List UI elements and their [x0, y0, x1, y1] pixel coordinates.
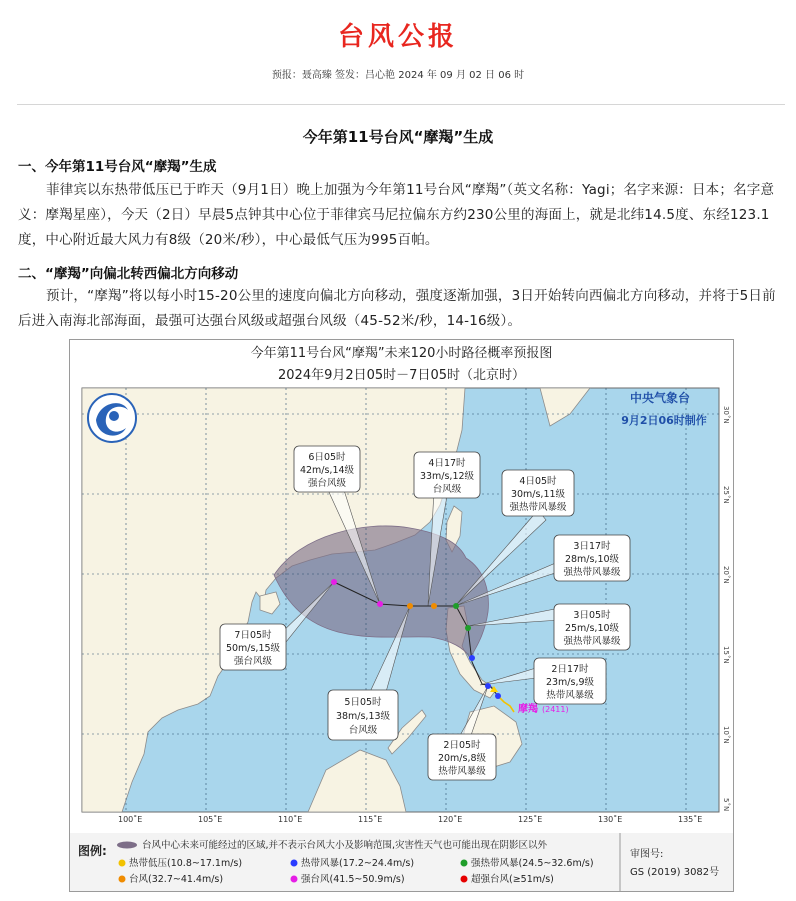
track-point-6d05: [377, 601, 383, 607]
callout-wind: 50m/s,15级: [225, 643, 281, 654]
track-point-4d17: [431, 603, 437, 609]
section1-heading: 一、今年第11号台风“摩羯”生成: [18, 159, 217, 175]
callout-6d05: [294, 446, 360, 492]
bulletin-title: 台风公报: [337, 22, 458, 52]
callout-time: 3日17时: [573, 541, 611, 552]
lat-label: 20˚N: [722, 566, 730, 584]
legend-item: 强热带风暴(24.5~32.6m/s): [471, 858, 594, 869]
lat-label: 30˚N: [722, 406, 730, 424]
divider: [17, 104, 785, 105]
callout-wind: 25m/s,10级: [564, 623, 620, 634]
legend-item: 强台风(41.5~50.9m/s): [301, 874, 405, 885]
track-point-3d05: [469, 655, 475, 661]
callout-time: 2日17时: [551, 664, 589, 675]
lon-label: 105˚E: [198, 815, 223, 824]
lon-label: 135˚E: [678, 815, 703, 824]
typhoon-id: (2411): [542, 705, 569, 714]
track-point-2d17: [485, 683, 491, 689]
ty-swatch-icon: [119, 876, 126, 883]
callout-time: 5日05时: [344, 697, 382, 708]
map-title: 今年第11号台风“摩羯”未来120小时路径概率预报图: [250, 346, 553, 361]
legend-label: 图例:: [78, 844, 107, 858]
section2-paragraph: 预计，“摩羯”将以每小时15-20公里的速度向偏北方向移动，强度逐渐加强，3日开始转向西偏北方向移动，并将于5日前后进入南海北部海面，最强可达强台风级或超强台风级（45-52米/秒，14-16级）。: [18, 288, 776, 329]
callout-wind: 20m/s,8级: [437, 753, 487, 764]
lat-label: 10˚N: [722, 726, 730, 744]
callout-4d05: [502, 470, 574, 516]
section1-paragraph: 菲律宾以东热带低压已于昨天（9月1日）晚上加强为今年第11号台风“摩羯”（英文名称：Yagi；名字来源：日本；名字意义：摩羯星座），今天（2日）早晨5点钟其中心位于菲律宾马尼拉偏东方约230公里的海面上，就是北纬14.5度、东经123.1度，中心附近最大风力有8级（20米/秒），中心最低气压为995百帕。: [18, 182, 775, 248]
callout-time: 4日17时: [428, 458, 466, 469]
callout-grade: 热带风暴级: [546, 690, 594, 701]
callout-wind: 42m/s,14级: [299, 465, 355, 476]
callout-time: 3日05时: [573, 610, 611, 621]
bulletin-meta: 预报：聂高臻 签发：吕心艳 2024 年 09 月 02 日 06 时: [271, 70, 525, 81]
review-number: GS (2019) 3082号: [630, 867, 720, 878]
callout-grade: 强台风级: [307, 478, 347, 489]
callout-7d05: [220, 624, 286, 670]
track-point-5d05: [407, 603, 413, 609]
callout-grade: 台风级: [432, 484, 462, 495]
map-legend: [69, 833, 734, 892]
callout-2d17: [534, 658, 606, 704]
lon-label: 130˚E: [598, 815, 623, 824]
typhoon-forecast-map: [69, 339, 734, 835]
lat-label: 15˚N: [722, 646, 730, 664]
td-swatch-icon: [119, 860, 126, 867]
callout-grade: 强台风级: [233, 656, 273, 667]
callout-grade: 强热带风暴级: [509, 502, 567, 513]
track-point-3d17: [465, 625, 471, 631]
callout-3d05: [554, 604, 630, 650]
review-label: 审图号:: [630, 849, 664, 860]
cma-logo-icon: [88, 394, 136, 442]
cone-swatch-icon: [117, 842, 137, 849]
callout-5d05: [328, 690, 398, 740]
lon-label: 120˚E: [438, 815, 463, 824]
callout-wind: 30m/s,11级: [510, 489, 566, 500]
track-point-2d05: [495, 693, 501, 699]
callout-2d05: [428, 734, 496, 780]
typhoon-name: 摩羯: [518, 704, 538, 715]
callout-wind: 38m/s,13级: [335, 711, 391, 722]
lat-label: 5˚N: [722, 798, 730, 812]
lat-label: 25˚N: [722, 486, 730, 504]
made-time: 9月2日06时制作: [621, 414, 707, 427]
supty-swatch-icon: [461, 876, 468, 883]
callout-grade: 强热带风暴级: [563, 567, 621, 578]
track-point-4d05: [453, 603, 459, 609]
callout-3d17: [554, 535, 630, 581]
article-title: 今年第11号台风“摩羯”生成: [302, 128, 494, 146]
legend-item: 台风(32.7~41.4m/s): [129, 874, 224, 885]
callout-time: 7日05时: [234, 630, 272, 641]
legend-cone-text: 台风中心未来可能经过的区域,并不表示台风大小及影响范围,灾害性天气也可能出现在阴影区以外: [142, 840, 548, 851]
section2-heading: 二、“摩羯”向偏北转西偏北方向移动: [18, 266, 239, 282]
sty-swatch-icon: [291, 876, 298, 883]
callout-grade: 台风级: [348, 725, 378, 736]
lon-label: 100˚E: [118, 815, 143, 824]
callout-time: 4日05时: [519, 476, 557, 487]
lon-label: 115˚E: [358, 815, 383, 824]
legend-item: 超强台风(≥51m/s): [471, 874, 554, 885]
ts-swatch-icon: [291, 860, 298, 867]
callout-time: 2日05时: [443, 740, 481, 751]
track-point-7d05: [331, 579, 337, 585]
callout-wind: 28m/s,10级: [564, 554, 620, 565]
callout-wind: 33m/s,12级: [419, 471, 475, 482]
callout-wind: 23m/s,9级: [545, 677, 595, 688]
sts-swatch-icon: [461, 860, 468, 867]
callout-4d17: [414, 452, 480, 498]
lon-label: 110˚E: [278, 815, 303, 824]
lon-label: 125˚E: [518, 815, 543, 824]
callout-grade: 强热带风暴级: [563, 636, 621, 647]
callout-grade: 热带风暴级: [438, 766, 486, 777]
map-subtitle: 2024年9月2日05时－7日05时（北京时）: [278, 368, 525, 383]
agency-name: 中央气象台: [629, 391, 691, 405]
legend-item: 热带低压(10.8~17.1m/s): [129, 858, 243, 869]
legend-item: 热带风暴(17.2~24.4m/s): [301, 858, 415, 869]
map-canvas: [70, 340, 733, 834]
callout-time: 6日05时: [308, 452, 346, 463]
